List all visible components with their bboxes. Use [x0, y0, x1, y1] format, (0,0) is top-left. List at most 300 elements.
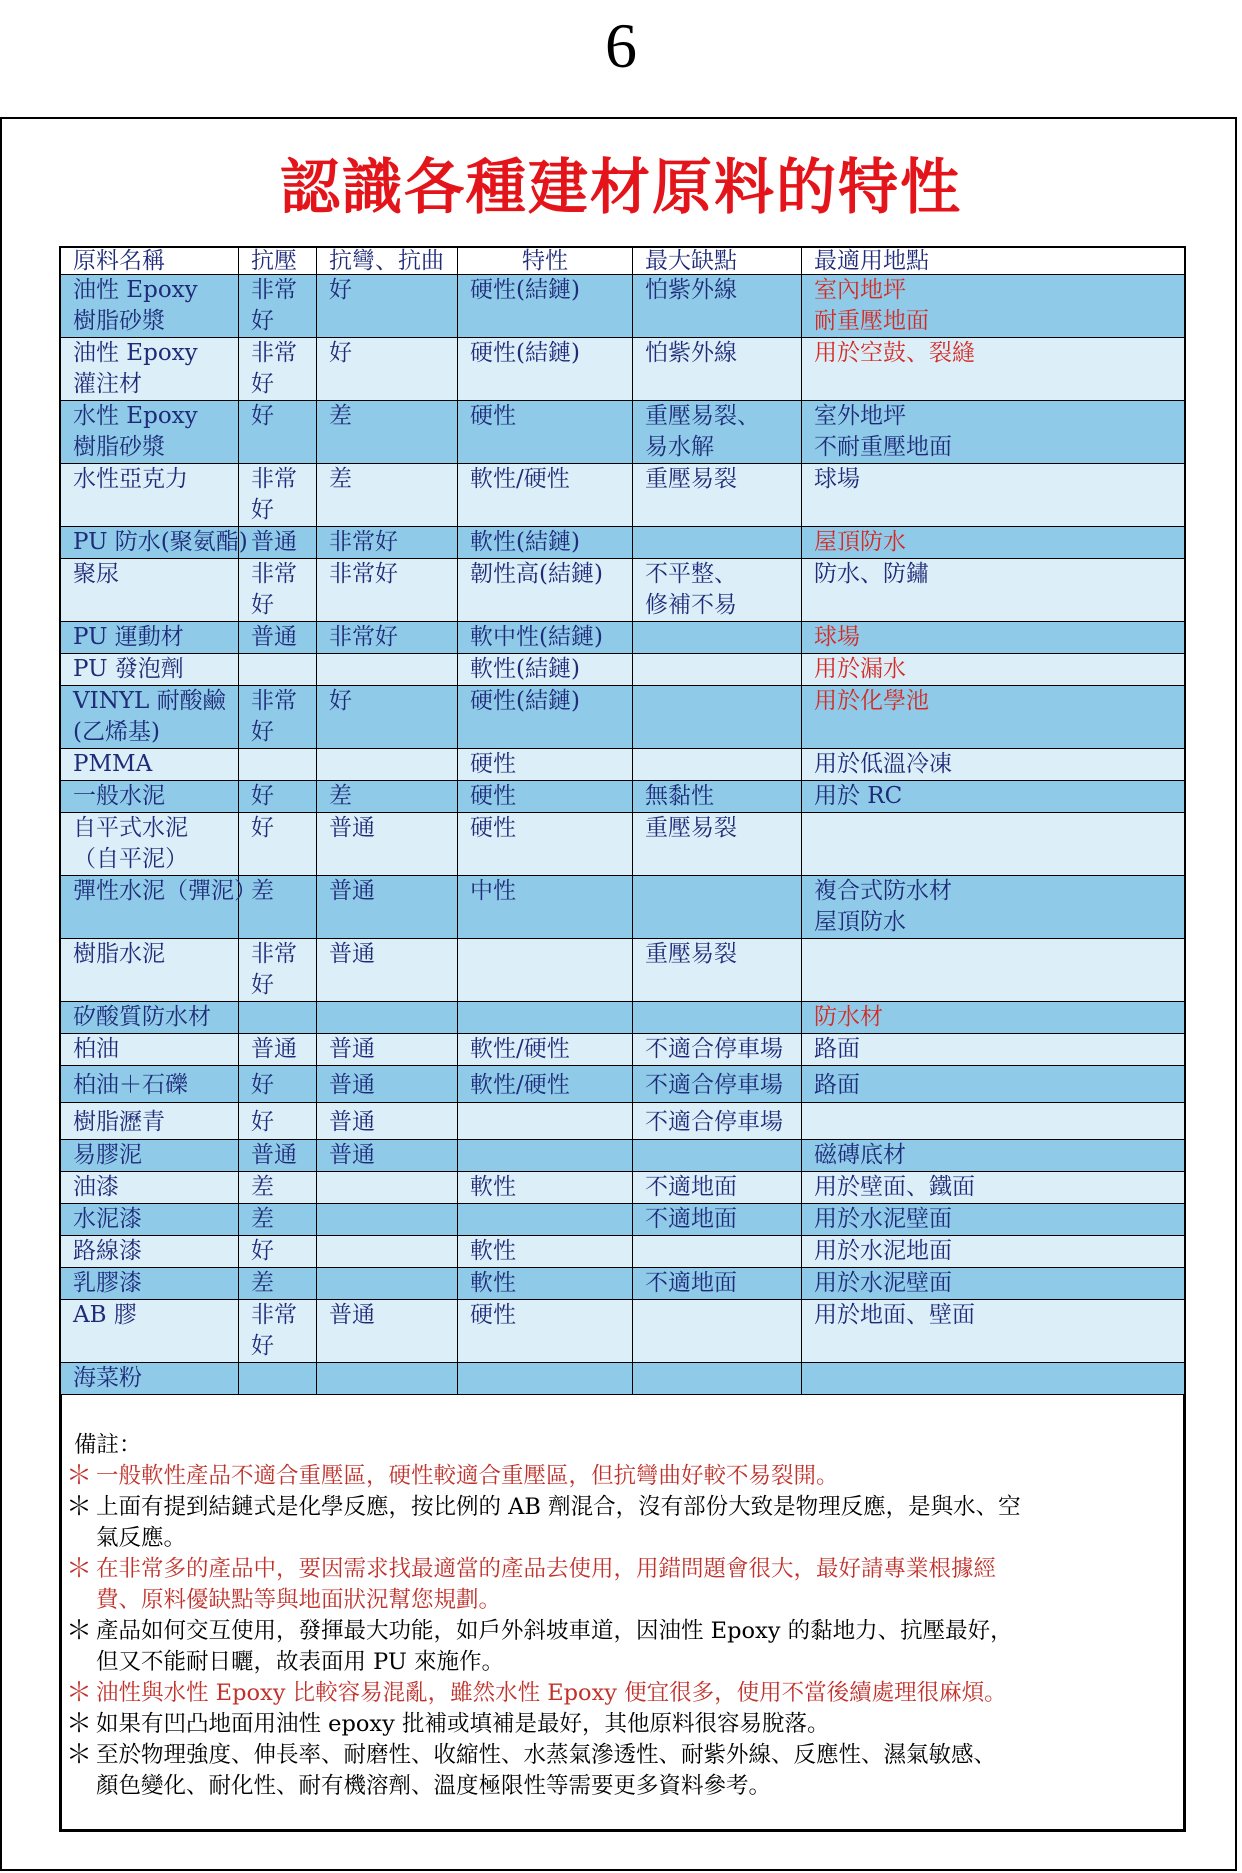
cell-property: [458, 559, 633, 622]
table-row: [61, 654, 1185, 686]
cell-material-name: [61, 622, 239, 654]
cell-property: [458, 1268, 633, 1300]
cell-text: 好: [251, 1072, 274, 1098]
cell-text: 重壓易裂: [645, 815, 737, 841]
cell-text: 普通: [329, 1302, 375, 1328]
cell-material-name: [61, 781, 239, 813]
cell-bending: [317, 1300, 458, 1363]
cell-text: 非常: [251, 466, 297, 492]
cell-bending: [317, 939, 458, 1002]
cell-text: 不平整、: [645, 561, 737, 587]
cell-bending: [317, 464, 458, 527]
notes-section: [62, 1430, 1182, 1802]
cell-property: [458, 1002, 633, 1034]
cell-text: 重壓易裂: [645, 941, 737, 967]
cell-bending: [317, 527, 458, 559]
cell-best-use: [802, 1140, 1185, 1172]
cell-best-use: [802, 275, 1185, 338]
cell-property: [458, 527, 633, 559]
cell-text: 用於水泥壁面: [814, 1270, 952, 1296]
cell-text: 硬性(結鏈): [470, 277, 580, 303]
header-compression: 抗壓: [239, 248, 317, 275]
cell-material-name: [61, 559, 239, 622]
cell-material-name: [61, 1034, 239, 1066]
cell-main-drawback: [633, 559, 802, 622]
cell-main-drawback: [633, 781, 802, 813]
note-item: [62, 1461, 1182, 1492]
cell-material-name: [61, 1236, 239, 1268]
cell-best-use: [802, 654, 1185, 686]
table-row: [61, 1172, 1185, 1204]
cell-material-name: [61, 749, 239, 781]
cell-property: [458, 1034, 633, 1066]
cell-text: 聚尿: [73, 561, 119, 587]
cell-text: PU 運動材: [73, 624, 184, 650]
cell-text: 普通: [329, 1109, 375, 1135]
cell-text: 非常: [251, 340, 297, 366]
cell-text: 重壓易裂: [645, 466, 737, 492]
cell-material-name: [61, 275, 239, 338]
table-row: [61, 1268, 1185, 1300]
cell-compression: [239, 275, 317, 338]
cell-text: PU 發泡劑: [73, 656, 184, 682]
cell-text: 室外地坪: [814, 403, 906, 429]
cell-text: 路面: [814, 1072, 860, 1098]
cell-compression: [239, 813, 317, 876]
cell-text: 好: [329, 340, 352, 366]
cell-material-name: [61, 654, 239, 686]
cell-text: 硬性: [470, 815, 516, 841]
note-item: [62, 1740, 1182, 1802]
cell-text: 非常: [251, 688, 297, 714]
cell-text: 硬性: [470, 783, 516, 809]
cell-text: 路面: [814, 1036, 860, 1062]
cell-text: （自平泥）: [73, 846, 188, 872]
note-bullet: ＊: [65, 1740, 92, 1770]
cell-main-drawback: [633, 1002, 802, 1034]
cell-text: 硬性: [470, 751, 516, 777]
cell-compression: [239, 749, 317, 781]
header-main-drawback: 最大缺點: [633, 248, 802, 275]
cell-text: 易膠泥: [73, 1142, 142, 1168]
cell-material-name: [61, 527, 248, 559]
cell-text: 好: [251, 783, 274, 809]
page-title: 認識各種建材原料的特性: [280, 153, 962, 223]
cell-bending: [317, 813, 458, 876]
cell-main-drawback: [633, 813, 802, 876]
cell-text: 屋頂防水: [814, 529, 906, 555]
cell-property: [458, 876, 633, 939]
cell-text: 樹脂砂漿: [73, 434, 165, 460]
cell-bending: [317, 275, 458, 338]
note-text: 如果有凹凸地面用油性 epoxy 批補或填補是最好，其他原料很容易脫落。: [96, 1711, 830, 1737]
cell-main-drawback: [633, 1066, 802, 1103]
cell-text: 軟性: [470, 1174, 516, 1200]
cell-text: 軟性(結鏈): [470, 529, 580, 555]
cell-bending: [317, 1172, 458, 1204]
cell-material-name: [61, 1172, 239, 1204]
cell-text: 非常: [251, 1302, 297, 1328]
cell-text: 不適合停車場: [645, 1036, 783, 1062]
table-row: [61, 686, 1185, 749]
cell-text: 樹脂砂漿: [73, 308, 165, 334]
cell-text: 硬性(結鏈): [470, 688, 580, 714]
table-row: [61, 527, 1185, 559]
note-text: 產品如何交互使用，發揮最大功能，如戶外斜坡車道，因油性 Epoxy 的黏地力、抗壓最好， 但又不能耐日曬，故表面用 PU 來施作。: [96, 1618, 1013, 1675]
cell-property: [458, 686, 633, 749]
table-row: [61, 464, 1185, 527]
note-item: [62, 1492, 1182, 1554]
cell-main-drawback: [633, 1140, 802, 1172]
note-bullet: ＊: [65, 1554, 92, 1584]
cell-text: 非常: [251, 941, 297, 967]
cell-text: 普通: [251, 529, 297, 555]
cell-property: [458, 939, 633, 1002]
table-row: [61, 275, 1185, 338]
cell-material-name: [61, 1066, 239, 1103]
cell-bending: [317, 876, 458, 939]
cell-text: 柏油: [73, 1036, 119, 1062]
cell-main-drawback: [633, 1204, 802, 1236]
cell-main-drawback: [633, 401, 802, 464]
cell-text: 水性 Epoxy: [73, 403, 198, 429]
cell-bending: [317, 622, 458, 654]
cell-text: 非常: [251, 277, 297, 303]
cell-text: 矽酸質防水材: [73, 1004, 211, 1030]
cell-text: 無黏性: [645, 783, 714, 809]
cell-text: 水泥漆: [73, 1206, 142, 1232]
table-row: [61, 1363, 1185, 1395]
cell-text: 好: [329, 688, 352, 714]
cell-main-drawback: [633, 1034, 802, 1066]
header-best-use: 最適用地點: [802, 248, 1185, 275]
cell-best-use: [802, 1066, 1185, 1103]
cell-text: 室內地坪: [814, 277, 906, 303]
cell-property: [458, 1236, 633, 1268]
cell-main-drawback: [633, 275, 802, 338]
cell-main-drawback: [633, 622, 802, 654]
cell-text: 好: [251, 403, 274, 429]
cell-text: 好: [251, 308, 274, 334]
cell-text: 耐重壓地面: [814, 308, 929, 334]
cell-text: 油漆: [73, 1174, 119, 1200]
table-row: [61, 1103, 1185, 1140]
cell-text: 非常好: [329, 624, 398, 650]
cell-main-drawback: [633, 939, 802, 1002]
cell-compression: [239, 559, 317, 622]
cell-bending: [317, 1204, 458, 1236]
cell-bending: [317, 338, 458, 401]
cell-property: [458, 1363, 633, 1395]
cell-property: [458, 654, 633, 686]
cell-best-use: [802, 1300, 1185, 1363]
notes-label: 備註：: [74, 1432, 142, 1458]
cell-best-use: [802, 1268, 1185, 1300]
cell-text: 防水材: [814, 1004, 883, 1030]
note-text: 至於物理強度、伸長率、耐磨性、收縮性、水蒸氣滲透性、耐紫外線、反應性、濕氣敏感、 顏色變化、耐化性、耐有機溶劑、溫度極限性等需要更多資料參考。: [96, 1742, 997, 1799]
cell-compression: [239, 1140, 317, 1172]
cell-text: 非常: [251, 561, 297, 587]
cell-compression: [239, 527, 317, 559]
cell-text: 怕紫外線: [645, 340, 737, 366]
cell-best-use: [802, 1002, 1185, 1034]
cell-compression: [239, 1103, 317, 1140]
cell-text: 非常好: [329, 529, 398, 555]
cell-property: [458, 1103, 633, 1140]
cell-best-use: [802, 1363, 1185, 1395]
cell-text: 柏油＋石礫: [73, 1072, 188, 1098]
cell-material-name: [61, 686, 239, 749]
table-row: [61, 1034, 1185, 1066]
table-row: [61, 559, 1185, 622]
cell-bending: [317, 1103, 458, 1140]
cell-compression: [239, 464, 317, 527]
cell-text: 易水解: [645, 434, 714, 460]
cell-text: 差: [329, 403, 352, 429]
cell-text: 用於 RC: [814, 783, 903, 809]
note-item: [62, 1678, 1182, 1709]
cell-best-use: [802, 749, 1185, 781]
cell-text: 普通: [329, 1072, 375, 1098]
cell-text: 硬性(結鏈): [470, 340, 580, 366]
cell-main-drawback: [633, 1363, 802, 1395]
cell-text: 軟性/硬性: [470, 1036, 570, 1062]
cell-text: PU 防水(聚氨酯): [73, 529, 248, 555]
cell-compression: [239, 622, 317, 654]
cell-material-name: [61, 1002, 239, 1034]
cell-text: 怕紫外線: [645, 277, 737, 303]
cell-main-drawback: [633, 1172, 802, 1204]
cell-bending: [317, 1236, 458, 1268]
cell-text: 差: [329, 783, 352, 809]
cell-compression: [239, 1034, 317, 1066]
cell-bending: [317, 401, 458, 464]
cell-property: [458, 1300, 633, 1363]
cell-text: 用於空鼓、裂縫: [814, 340, 975, 366]
header-property: 特性: [458, 248, 633, 275]
cell-compression: [239, 686, 317, 749]
cell-bending: [317, 1066, 458, 1103]
cell-main-drawback: [633, 527, 802, 559]
cell-compression: [239, 338, 317, 401]
cell-text: 不適合停車場: [645, 1109, 783, 1135]
cell-text: 硬性: [470, 403, 516, 429]
cell-text: 用於水泥壁面: [814, 1206, 952, 1232]
note-text: 上面有提到結鏈式是化學反應，按比例的 AB 劑混合，沒有部份大致是物理反應，是與水、空 氣反應。: [96, 1494, 1021, 1551]
cell-property: [458, 1172, 633, 1204]
cell-best-use: [802, 1103, 1185, 1140]
cell-bending: [317, 654, 458, 686]
table-row: [61, 813, 1185, 876]
cell-main-drawback: [633, 654, 802, 686]
cell-bending: [317, 559, 458, 622]
cell-material-name: [61, 813, 239, 876]
cell-text: 軟性/硬性: [470, 1072, 570, 1098]
cell-compression: [239, 876, 317, 939]
cell-best-use: [802, 939, 1185, 1002]
cell-best-use: [802, 1034, 1185, 1066]
cell-material-name: [61, 338, 239, 401]
cell-text: 水性亞克力: [73, 466, 188, 492]
cell-main-drawback: [633, 1236, 802, 1268]
note-text: 一般軟性產品不適合重壓區，硬性較適合重壓區，但抗彎曲好較不易裂開。: [96, 1463, 839, 1489]
table-row: [61, 939, 1185, 1002]
cell-compression: [239, 781, 317, 813]
cell-compression: [239, 1236, 317, 1268]
table-row: [61, 1002, 1185, 1034]
cell-text: 普通: [329, 1036, 375, 1062]
cell-best-use: [802, 559, 1185, 622]
note-bullet: ＊: [65, 1461, 92, 1491]
cell-text: 磁磚底材: [814, 1142, 906, 1168]
cell-text: AB 膠: [73, 1302, 137, 1328]
header-bending: 抗彎、抗曲: [317, 248, 458, 275]
table-row: [61, 1140, 1185, 1172]
cell-text: 防水、防鏽: [814, 561, 929, 587]
cell-material-name: [61, 1103, 239, 1140]
header-material-name: 原料名稱: [61, 248, 239, 275]
cell-property: [458, 338, 633, 401]
cell-compression: [239, 1300, 317, 1363]
cell-text: 非常好: [329, 561, 398, 587]
note-text: 在非常多的產品中，要因需求找最適當的產品去使用，用錯問題會很大，最好請專業根據經 費、原料優缺點等與地面狀況幫您規劃。: [96, 1556, 997, 1613]
cell-best-use: [802, 401, 1185, 464]
cell-text: 好: [251, 1333, 274, 1359]
note-bullet: ＊: [65, 1492, 92, 1522]
cell-text: 好: [251, 1109, 274, 1135]
cell-property: [458, 622, 633, 654]
cell-bending: [317, 1034, 458, 1066]
cell-text: 軟中性(結鏈): [470, 624, 603, 650]
cell-text: 路線漆: [73, 1238, 142, 1264]
table-row: [61, 401, 1185, 464]
cell-text: 好: [251, 592, 274, 618]
cell-bending: [317, 686, 458, 749]
cell-text: 用於水泥地面: [814, 1238, 952, 1264]
cell-compression: [239, 401, 317, 464]
cell-text: 一般水泥: [73, 783, 165, 809]
cell-text: 軟性/硬性: [470, 466, 570, 492]
cell-bending: [317, 1363, 458, 1395]
cell-property: [458, 749, 633, 781]
cell-text: 用於漏水: [814, 656, 906, 682]
cell-text: 好: [251, 1238, 274, 1264]
cell-text: 普通: [251, 1036, 297, 1062]
cell-property: [458, 781, 633, 813]
cell-text: 普通: [329, 815, 375, 841]
cell-compression: [239, 939, 317, 1002]
cell-text: 不適地面: [645, 1270, 737, 1296]
cell-text: 屋頂防水: [814, 909, 906, 935]
cell-text: 不適合停車場: [645, 1072, 783, 1098]
table-row: [61, 876, 1185, 939]
cell-material-name: [61, 939, 239, 1002]
cell-bending: [317, 1140, 458, 1172]
cell-best-use: [802, 622, 1185, 654]
cell-main-drawback: [633, 1103, 802, 1140]
cell-best-use: [802, 338, 1185, 401]
cell-text: 差: [251, 1206, 274, 1232]
cell-material-name: [61, 1140, 239, 1172]
cell-text: 用於低溫冷凍: [814, 751, 952, 777]
cell-material-name: [61, 1300, 239, 1363]
cell-best-use: [802, 686, 1185, 749]
cell-text: 彈性水泥（彈泥）: [73, 878, 257, 904]
cell-text: 好: [251, 815, 274, 841]
cell-text: 重壓易裂、: [645, 403, 760, 429]
cell-main-drawback: [633, 1268, 802, 1300]
cell-main-drawback: [633, 1300, 802, 1363]
cell-text: 差: [251, 1270, 274, 1296]
cell-property: [458, 1066, 633, 1103]
cell-material-name: [61, 1363, 239, 1395]
table-row: [61, 749, 1185, 781]
cell-best-use: [802, 1172, 1185, 1204]
cell-material-name: [61, 876, 257, 939]
cell-text: 乳膠漆: [73, 1270, 142, 1296]
cell-text: 海菜粉: [73, 1365, 142, 1391]
cell-best-use: [802, 781, 1185, 813]
cell-text: 差: [329, 466, 352, 492]
note-item: [62, 1554, 1182, 1616]
cell-main-drawback: [633, 749, 802, 781]
materials-table: [60, 247, 1185, 1395]
cell-compression: [239, 1363, 317, 1395]
cell-property: [458, 275, 633, 338]
cell-property: [458, 401, 633, 464]
cell-compression: [239, 1204, 317, 1236]
table-row: [61, 781, 1185, 813]
cell-best-use: [802, 876, 1185, 939]
cell-best-use: [802, 813, 1185, 876]
cell-property: [458, 813, 633, 876]
cell-text: 好: [251, 371, 274, 397]
cell-property: [458, 464, 633, 527]
cell-text: 不耐重壓地面: [814, 434, 952, 460]
cell-bending: [317, 1268, 458, 1300]
cell-material-name: [61, 464, 239, 527]
cell-text: 用於壁面、鐵面: [814, 1174, 975, 1200]
table-row: [61, 1204, 1185, 1236]
cell-property: [458, 1204, 633, 1236]
cell-compression: [239, 1172, 317, 1204]
cell-text: 用於化學池: [814, 688, 929, 714]
cell-best-use: [802, 527, 1185, 559]
cell-best-use: [802, 1236, 1185, 1268]
cell-text: 軟性: [470, 1238, 516, 1264]
cell-text: 普通: [329, 1142, 375, 1168]
cell-text: 不適地面: [645, 1174, 737, 1200]
cell-material-name: [61, 401, 239, 464]
cell-text: 普通: [329, 941, 375, 967]
note-text: 油性與水性 Epoxy 比較容易混亂，雖然水性 Epoxy 便宜很多，使用不當後續處理很麻煩。: [96, 1680, 1007, 1706]
cell-material-name: [61, 1204, 239, 1236]
cell-text: 普通: [329, 878, 375, 904]
cell-text: 用於地面、壁面: [814, 1302, 975, 1328]
cell-text: 油性 Epoxy: [73, 277, 198, 303]
cell-main-drawback: [633, 876, 802, 939]
cell-text: 不適地面: [645, 1206, 737, 1232]
cell-bending: [317, 781, 458, 813]
note-bullet: ＊: [65, 1616, 92, 1646]
cell-text: 自平式水泥: [73, 815, 188, 841]
note-item: [62, 1709, 1182, 1740]
cell-compression: [239, 1268, 317, 1300]
cell-best-use: [802, 464, 1185, 527]
note-bullet: ＊: [65, 1678, 92, 1708]
cell-bending: [317, 749, 458, 781]
cell-text: 好: [251, 972, 274, 998]
